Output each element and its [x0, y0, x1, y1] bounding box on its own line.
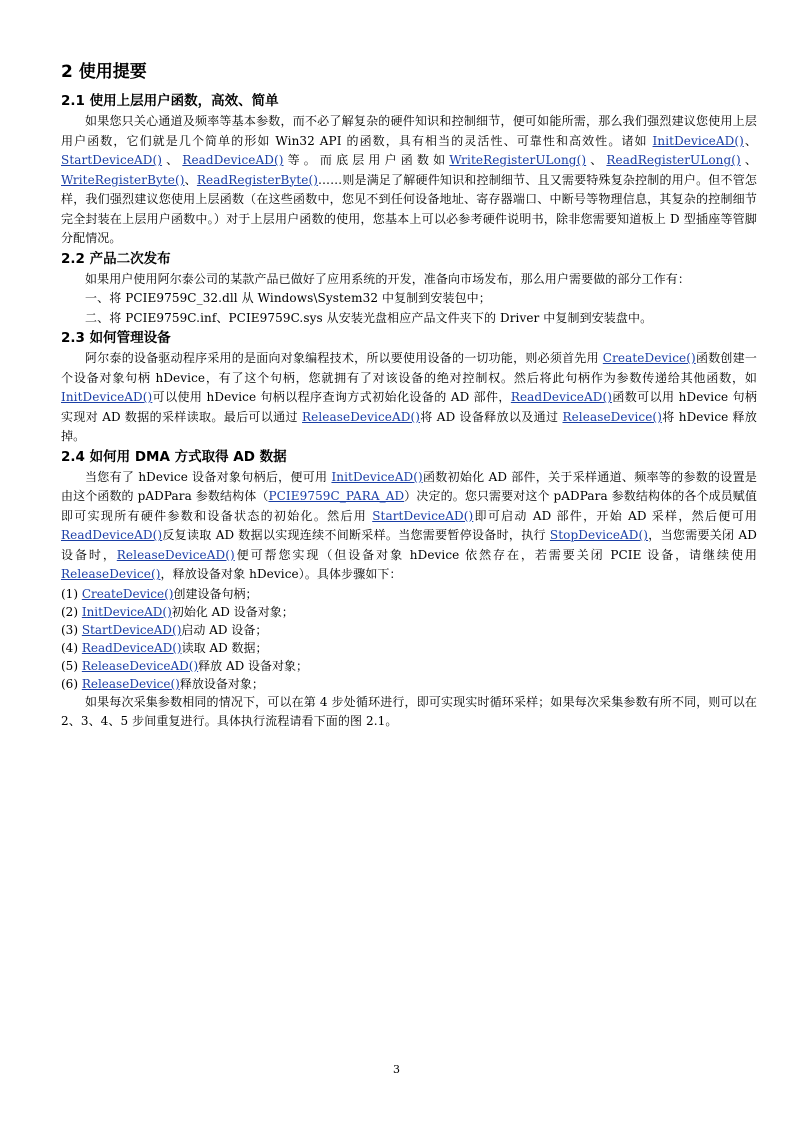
link-init-device-ad[interactable]: InitDeviceAD()	[61, 390, 153, 404]
step-link[interactable]: ReleaseDevice()	[81, 676, 180, 691]
list-item	[61, 675, 757, 693]
section-2-3-paragraph	[61, 349, 757, 447]
text: 反复读取 AD 数据以实现连续不间断采样。当您需要暂停设备时，执行	[162, 528, 550, 542]
link-create-device[interactable]: CreateDevice()	[602, 351, 696, 365]
link-read-device-ad[interactable]: ReadDeviceAD()	[61, 528, 163, 542]
text: 、	[184, 172, 197, 187]
text: 函数创建一个设备对象句柄 hDevice，有了这个句柄，您就拥有了对该设备的绝对控制权。然后将此句柄作为参数传递给其他函数，如	[61, 351, 757, 385]
link-release-device-ad[interactable]: ReleaseDeviceAD()	[302, 409, 421, 424]
text: ）决定的。您只需要对这个 pADPara 参数结构体的各个成员赋值即可实现所有硬件参数和设备状态的初始化。然后用	[61, 489, 758, 523]
step-link[interactable]: ReadDeviceAD()	[81, 640, 182, 655]
text: 等。而底层用户函数如	[283, 153, 450, 167]
step-link[interactable]: CreateDevice()	[81, 586, 174, 601]
step-link[interactable]: StartDeviceAD()	[81, 622, 182, 637]
step-number: (5)	[61, 658, 78, 673]
step-number: (6)	[61, 676, 78, 691]
link-init-device-ad[interactable]: InitDeviceAD()	[331, 469, 423, 484]
link-start-device-ad[interactable]: StartDeviceAD()	[61, 153, 163, 167]
text: 、	[586, 153, 607, 167]
step-link[interactable]: InitDeviceAD()	[81, 604, 172, 619]
text: 便可帮您实现（但设备对象 hDevice 依然存在，若需要关闭 PCIE 设备，请继续使用	[234, 547, 757, 562]
step-number: (4)	[61, 640, 78, 655]
step-number: (3)	[61, 622, 78, 637]
list-item	[61, 603, 757, 621]
steps-list	[61, 585, 757, 693]
list-item	[61, 621, 757, 639]
link-stop-device-ad[interactable]: StopDeviceAD()	[549, 528, 649, 542]
section-2-1-heading: 2.1 使用上层用户函数，高效、简单	[61, 93, 279, 109]
list-item	[61, 657, 757, 675]
link-start-device-ad[interactable]: StartDeviceAD()	[372, 508, 474, 523]
step-text: 释放 AD 设备对象；	[198, 658, 309, 673]
step-text: 启动 AD 设备；	[181, 622, 268, 637]
chapter-title: 2 使用提要	[61, 62, 147, 82]
link-release-device-ad[interactable]: ReleaseDeviceAD()	[116, 547, 235, 562]
text: ，当您需要关闭 AD 设备时，	[61, 528, 757, 562]
section-2-2-step-1: 一、将 PCIE9759C_32.dll 从 Windows\System32 中复制到安装包中；	[85, 291, 491, 305]
step-text: 释放设备对象；	[179, 676, 264, 691]
link-write-register-byte[interactable]: WriteRegisterByte()	[61, 172, 185, 187]
text: 、	[740, 153, 757, 167]
section-2-2-paragraph: 如果用户使用阿尔泰公司的某款产品已做好了应用系统的开发，准备向市场发布，那么用户需要做的部分工作有：	[85, 271, 691, 286]
link-read-register-byte[interactable]: ReadRegisterByte()	[196, 172, 319, 187]
link-read-device-ad[interactable]: ReadDeviceAD()	[182, 153, 284, 167]
link-read-register-ulong[interactable]: ReadRegisterULong()	[606, 153, 741, 167]
link-write-register-ulong[interactable]: WriteRegisterULong()	[449, 153, 587, 167]
step-text: 初始化 AD 设备对象；	[171, 604, 294, 619]
section-2-2-step-2: 二、将 PCIE9759C.inf、PCIE9759C.sys 从安装光盘相应产品文件夹下的 Driver 中复制到安装盘中。	[85, 310, 653, 325]
list-item	[61, 585, 757, 603]
step-number: (2)	[61, 604, 78, 619]
text: 、	[743, 133, 757, 148]
section-2-4-closing: 如果每次采集参数相同的情况下，可以在第 4 步处循环进行，即可实现实时循环采样；如果每次采集参数有所不同，则可以在 2、3、4、5 步间重复进行。具体执行流程请看下面的图 2.1。	[61, 694, 757, 728]
step-text: 创建设备句柄；	[173, 586, 258, 601]
step-number: (1)	[61, 586, 78, 601]
section-2-1-paragraph	[61, 112, 757, 249]
section-2-3-heading: 2.3 如何管理设备	[61, 330, 171, 346]
link-release-device[interactable]: ReleaseDevice()	[61, 567, 161, 581]
step-text: 读取 AD 数据；	[181, 640, 268, 655]
text: ，释放设备对象 hDevice）。具体步骤如下：	[160, 567, 402, 581]
text: ……则是满足了解硬件知识和控制细节、且又需要特殊复杂控制的用户。但不管怎样，我们强烈建议您使用上层函数（在这些函数中，您见不到任何设备地址、寄存器端口、中断号等物理信息，其复杂的控制细节完全封装在上层用户函数中。）对于上层用户函数的使用，您基本上可以必参考硬件说明书，除非您需要知道板上 D 型插座等管脚分配情况。	[61, 172, 757, 245]
link-para-ad-struct[interactable]: PCIE9759C_PARA_AD	[268, 489, 405, 503]
text: 、	[162, 153, 183, 167]
section-2-4-heading: 2.4 如何用 DMA 方式取得 AD 数据	[61, 448, 287, 465]
step-link[interactable]: ReleaseDeviceAD()	[81, 658, 199, 673]
text: 如果您只关心通道及频率等基本参数，而不必了解复杂的硬件知识和控制细节，便可如能所需，那么我们强烈建议您使用上层用户函数，它们就是几个简单的形如 Win32 API 的函数，具有相当的灵活性、可靠性和高效性。诸如	[61, 114, 757, 148]
link-read-device-ad[interactable]: ReadDeviceAD()	[510, 390, 613, 404]
text: 即可启动 AD 部件，开始 AD 采样，然后便可用	[473, 508, 757, 523]
section-2-4-paragraph	[61, 468, 757, 585]
text: 函数可以用 hDevice 句柄实现对 AD 数据的采样读取。最后可以通过	[61, 390, 758, 424]
text: 将 hDevice 释放掉。	[61, 409, 757, 443]
section-2-2-heading: 2.2 产品二次发布	[61, 250, 171, 267]
text: 将 AD 设备释放以及通过	[420, 409, 563, 424]
text: 当您有了 hDevice 设备对象句柄后，便可用	[85, 469, 332, 484]
link-init-device-ad[interactable]: InitDeviceAD()	[652, 133, 744, 148]
link-release-device[interactable]: ReleaseDevice()	[562, 409, 662, 424]
text: 可以使用 hDevice 句柄以程序查询方式初始化设备的 AD 部件，	[152, 390, 511, 404]
list-item	[61, 639, 757, 657]
text: 函数初始化 AD 部件，关于采样通道、频率等的参数的设置是由这个函数的 pADPara 参数结构体（	[61, 469, 757, 503]
page-number: 3	[393, 1063, 400, 1076]
text: 阿尔泰的设备驱动程序采用的是面向对象编程技术，所以要使用设备的一切功能，则必须首先用	[85, 351, 603, 365]
document-page	[61, 60, 757, 732]
